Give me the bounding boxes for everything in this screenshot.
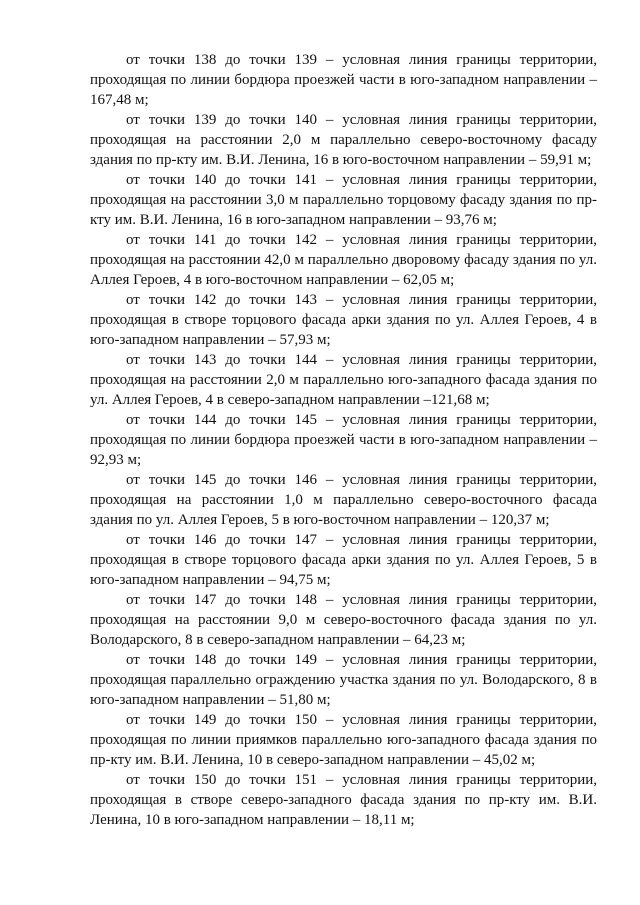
- paragraph-143-144: от точки 143 до точки 144 – условная линия границы территории, проходящая на расстоянии 2,0 м параллельно юго-западного фасада здания по ул. Аллея Героев, 4 в северо-западном направлении –121,68 м;: [90, 352, 597, 408]
- paragraph-148-149: от точки 148 до точки 149 – условная линия границы территории, проходящая параллельно ограждению участка здания по ул. Володарского, 8 в юго-западном направлении – 51,80 м;: [90, 652, 597, 708]
- paragraph-144-145: от точки 144 до точки 145 – условная линия границы территории, проходящая по линии бордюра проезжей части в юго-западном направлении –92,93 м;: [90, 412, 597, 468]
- paragraph-150-151: от точки 150 до точки 151 – условная линия границы территории, проходящая в створе северо-западного фасада здания по пр-кту им. В.И. Ленина, 10 в юго-западном направлении – 18,11 м;: [90, 772, 597, 828]
- paragraph-139-140: от точки 139 до точки 140 – условная линия границы территории, проходящая на расстоянии 2,0 м параллельно северо-восточному фасаду здания по пр-кту им. В.И. Ленина, 16 в юго-восточном направлении – 59,91 м;: [90, 112, 597, 168]
- paragraph-138-139: от точки 138 до точки 139 – условная линия границы территории, проходящая по линии бордюра проезжей части в юго-западном направлении – 167,48 м;: [90, 52, 597, 108]
- paragraph-147-148: от точки 147 до точки 148 – условная линия границы территории, проходящая на расстоянии 9,0 м северо-восточного фасада здания по ул. Володарского, 8 в северо-западном направлении – 64,23 м;: [90, 592, 597, 648]
- paragraph-146-147: от точки 146 до точки 147 – условная линия границы территории, проходящая в створе торцового фасада арки здания по ул. Аллея Героев, 5 в юго-западном направлении – 94,75 м;: [90, 532, 597, 588]
- document-page: [90, 50, 597, 830]
- paragraph-141-142: от точки 141 до точки 142 – условная линия границы территории, проходящая на расстоянии 42,0 м параллельно дворовому фасаду здания по ул. Аллея Героев, 4 в юго-восточном направлении – 62,05 м;: [90, 232, 597, 288]
- paragraph-142-143: от точки 142 до точки 143 – условная линия границы территории, проходящая в створе торцового фасада арки здания по ул. Аллея Героев, 4 в юго-западном направлении – 57,93 м;: [90, 292, 597, 348]
- paragraph-145-146: от точки 145 до точки 146 – условная линия границы территории, проходящая на расстоянии 1,0 м параллельно северо-восточного фасада здания по ул. Аллея Героев, 5 в юго-восточном направлении – 120,37 м;: [90, 472, 597, 528]
- paragraph-149-150: от точки 149 до точки 150 – условная линия границы территории, проходящая по линии приямков параллельно юго-западного фасада здания по пр-кту им. В.И. Ленина, 10 в северо-западном направлении – 45,02 м;: [90, 712, 597, 768]
- paragraph-140-141: от точки 140 до точки 141 – условная линия границы территории, проходящая на расстоянии 3,0 м параллельно торцовому фасаду здания по пр-кту им. В.И. Ленина, 16 в юго-западном направлении – 93,76 м;: [90, 172, 597, 228]
